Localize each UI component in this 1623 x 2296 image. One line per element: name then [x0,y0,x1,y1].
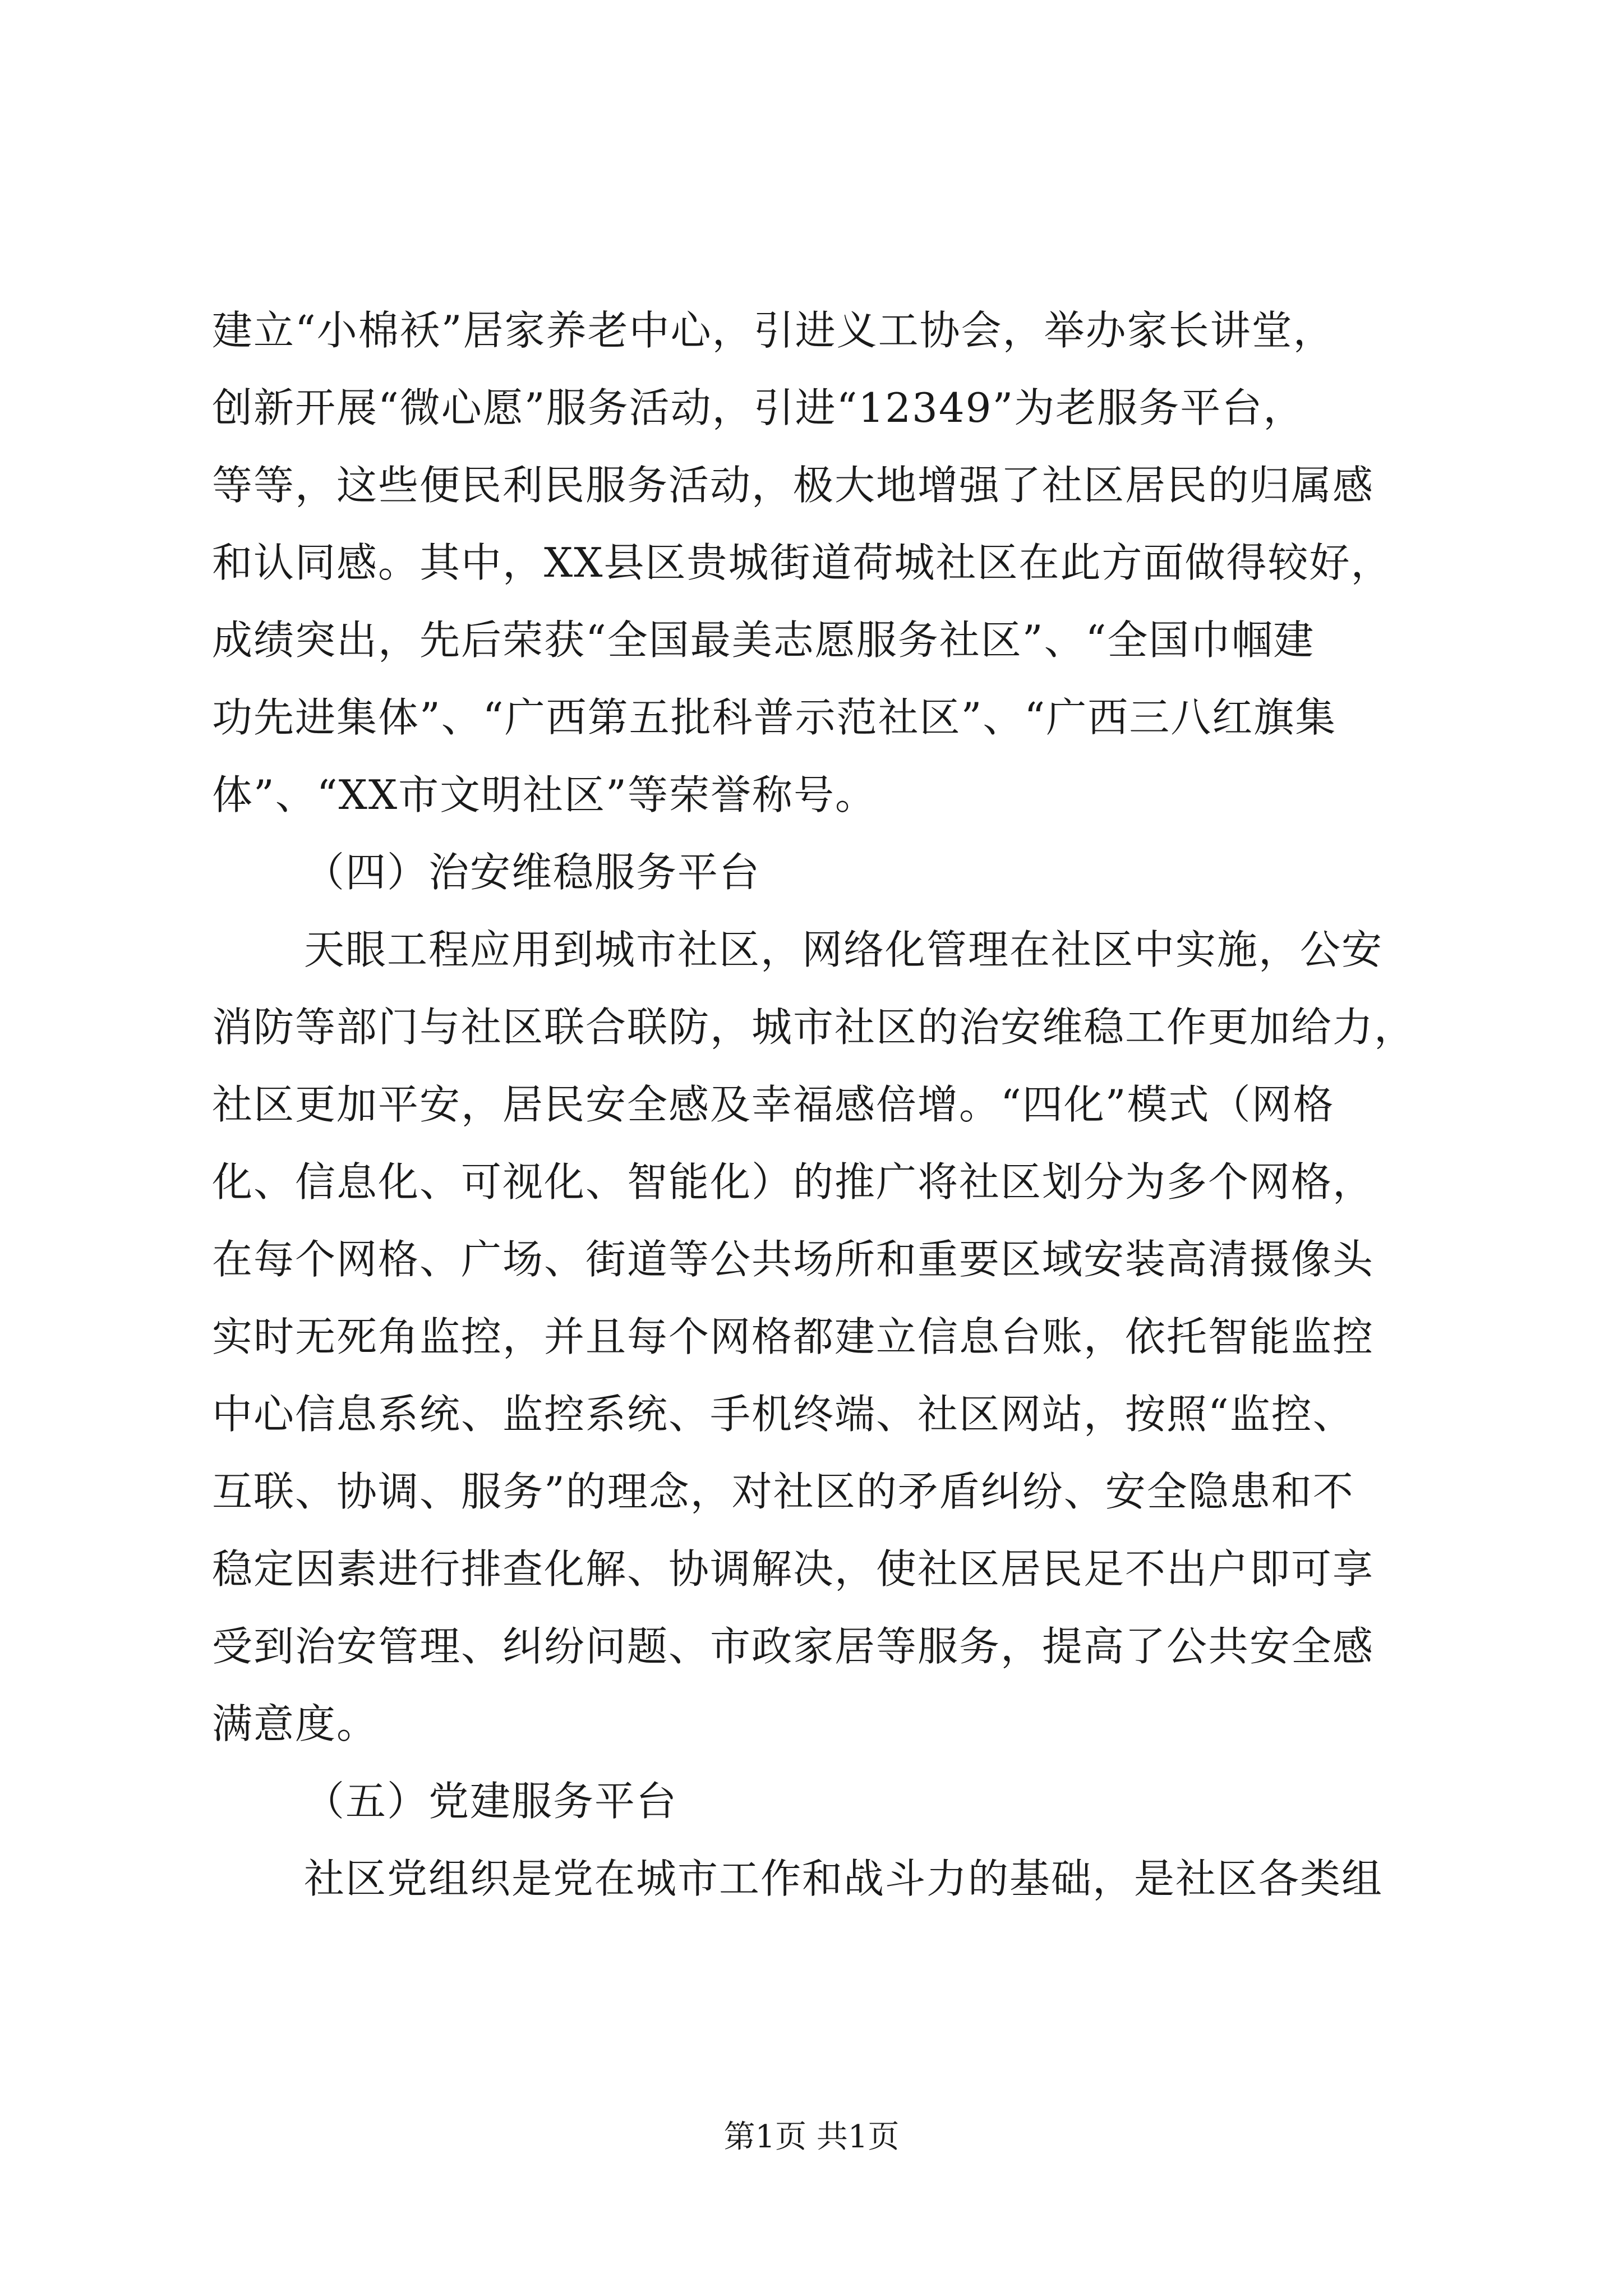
body-line: 等等，这些便民利民服务活动，极大地增强了社区居民的归属感 [212,462,1375,509]
body-line: 天眼工程应用到城市社区，网络化管理在社区中实施，公安 [304,926,1384,973]
page-footer: 第1页 共1页 [723,2119,900,2155]
body-line: 稳定因素进行排查化解、协调解决，使社区居民足不出户即可享 [212,1545,1375,1593]
body-line: 中心信息系统、监控系统、手机终端、社区网站，按照“监控、 [212,1391,1354,1438]
section-heading: （四）治安维稳服务平台 [304,849,761,896]
body-line: 受到治安管理、纠纷问题、市政家居等服务，提高了公共安全感 [212,1623,1375,1670]
body-line: 建立“小棉袄”居家养老中心，引进义工协会，举办家长讲堂， [212,307,1335,354]
body-line: 社区党组织是党在城市工作和战斗力的基础，是社区各类组 [304,1855,1384,1902]
document-body [212,292,1416,1917]
body-line: 体”、“XX市文明社区”等荣誉称号。 [212,771,877,818]
body-line: 在每个网格、广场、街道等公共场所和重要区域安装高清摄像头 [212,1236,1375,1283]
body-line: 功先进集体”、“广西第五批科普示范社区”、“广西三八红旗集 [212,694,1337,741]
body-line: 社区更加平安，居民安全感及幸福感倍增。“四化”模式（网格 [212,1081,1335,1128]
body-line: 互联、协调、服务”的理念，对社区的矛盾纠纷、安全隐患和不 [212,1468,1354,1515]
body-line: 和认同感。其中，XX县区贵城街道荷城社区在此方面做得较好， [212,539,1393,586]
body-line: 化、信息化、可视化、智能化）的推广将社区划分为多个网格， [212,1158,1375,1205]
body-line: 创新开展“微心愿”服务活动，引进“12349”为老服务平台， [212,384,1305,431]
body-line: 成绩突出，先后荣获“全国最美志愿服务社区”、“全国巾帼建 [212,616,1315,664]
body-line: 满意度。 [212,1700,379,1747]
section-heading: （五）党建服务平台 [304,1778,678,1825]
body-line: 实时无死角监控，并且每个网格都建立信息台账，依托智能监控 [212,1313,1375,1360]
body-line: 消防等部门与社区联合联防，城市社区的治安维稳工作更加给力， [212,1004,1416,1051]
